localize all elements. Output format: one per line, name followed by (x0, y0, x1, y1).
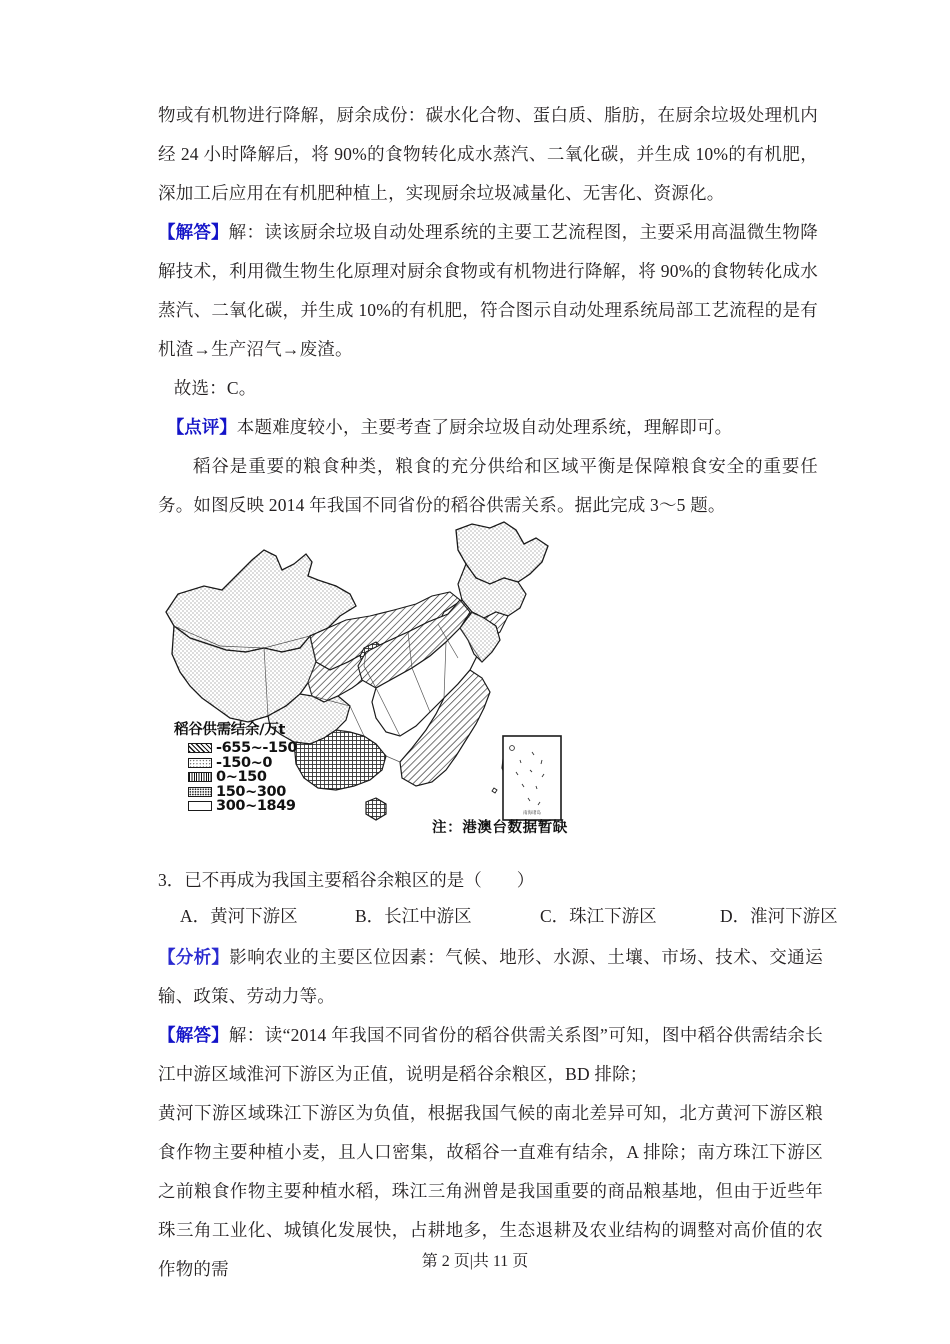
lower-text-block (158, 938, 823, 1289)
legend-item (188, 799, 297, 814)
legend-item-label: 300~1849 (216, 798, 296, 814)
answer-tag: 【解答】 (158, 222, 229, 242)
analysis-paragraph (158, 938, 823, 1016)
map-note: 注：港澳台数据暂缺 (432, 820, 568, 836)
comment-paragraph (158, 408, 818, 447)
comment-body: 本题难度较小，主要考查了厨余垃圾自动处理系统，理解即可。 (236, 417, 733, 437)
legend-item (188, 770, 297, 785)
south-china-sea-inset (503, 736, 561, 820)
option-c[interactable]: C．珠江下游区 (540, 906, 657, 926)
question-3-number: 3． (158, 870, 185, 890)
legend-swatch-blank-icon (188, 801, 212, 811)
answer-body-2: 解：读“2014 年我国不同省份的稻谷供需关系图”可知，图中稻谷供需结余长江中游区域淮河下游区为正值，说明是稻谷余粮区，BD 排除； (158, 1025, 824, 1084)
question-3-text: 已不再成为我国主要稻谷余粮区的是（ ） (184, 870, 535, 890)
china-rice-map-figure (160, 520, 620, 850)
upper-text-block (158, 96, 818, 525)
legend-item (188, 741, 297, 756)
answer-choice-line (158, 369, 818, 408)
comment-tag: 【点评】 (166, 417, 237, 437)
answer-body: 解：读该厨余垃圾自动处理系统的主要工艺流程图，主要采用高温微生物降解技术，利用微生物生化原理对厨余食物或有机物进行降解，将 90%的食物转化成水蒸汽、二氧化碳，并生成 10%的有机肥，符合图示自动处理系统局部工艺流程的是有机渣→生产沼气→废渣。 (158, 222, 818, 359)
answer-paragraph (158, 213, 818, 369)
legend-swatch-dense-dots-icon (188, 787, 212, 797)
legend-item-label: 0~150 (216, 769, 267, 785)
option-b[interactable]: B．长江中游区 (355, 906, 472, 926)
legend-item-label: -655~-150 (216, 740, 298, 756)
answer-tag-2: 【解答】 (158, 1025, 229, 1045)
legend-item (188, 756, 297, 771)
legend-swatch-light-dots-icon (188, 758, 212, 768)
answer-paragraph-3: 黄河下游区域珠江下游区为负值，根据我国气候的南北差异可知，北方黄河下游区粮食作物主要种植小麦，且人口密集，故稻谷一直难有结余，A 排除；南方珠江下游区之前粮食作物主要种植水稻，珠江三角洲曾是我国重要的商品粮基地，但由于近些年珠三角工业化、城镇化发展快，占耕地多，生态退耕及农业结构的调整对高价值的农作物的需 (158, 1103, 823, 1279)
legend-item-label: 150~300 (216, 783, 286, 800)
option-d[interactable]: D．淮河下游区 (720, 906, 838, 926)
svg-text:南海诸岛: 南海诸岛 (523, 811, 541, 816)
legend-swatch-diagonal-hatch-icon (188, 743, 212, 753)
legend-item-label: -150~0 (216, 754, 273, 771)
analysis-tag: 【分析】 (158, 947, 230, 967)
question-3-block (158, 862, 838, 934)
legend-title: 稻谷供需结余/万t (174, 722, 286, 738)
question-3-stem (158, 862, 838, 898)
legend-item (188, 785, 297, 800)
stem-paragraph: 稻谷是重要的粮食种类，粮食的充分供给和区域平衡是保障粮食安全的重要任务。如图反映 2014 年我国不同省份的稻谷供需关系。据此完成 3～5 题。 (158, 456, 818, 515)
question-3-options (158, 898, 838, 934)
answer-choice-text: 故选：C。 (173, 378, 257, 398)
page-footer: 第 2 页|共 11 页 (421, 1253, 529, 1270)
answer-paragraph-2 (158, 1016, 823, 1094)
map-legend (174, 718, 297, 814)
analysis-body: 影响农业的主要区位因素：气候、地形、水源、土壤、市场、技术、交通运输、政策、劳动力等。 (158, 947, 823, 1006)
option-a[interactable]: A．黄河下游区 (180, 906, 298, 926)
paragraph-continuation: 物或有机物进行降解，厨余成份：碳水化合物、蛋白质、脂肪，在厨余垃圾处理机内经 24 小时降解后，将 90%的食物转化成水蒸汽、二氧化碳，并生成 10%的有机肥，深加工后应用在有机肥种植上，实现厨余垃圾减量化、无害化、资源化。 (158, 105, 818, 203)
legend-swatch-vertical-lines-icon (188, 772, 212, 782)
